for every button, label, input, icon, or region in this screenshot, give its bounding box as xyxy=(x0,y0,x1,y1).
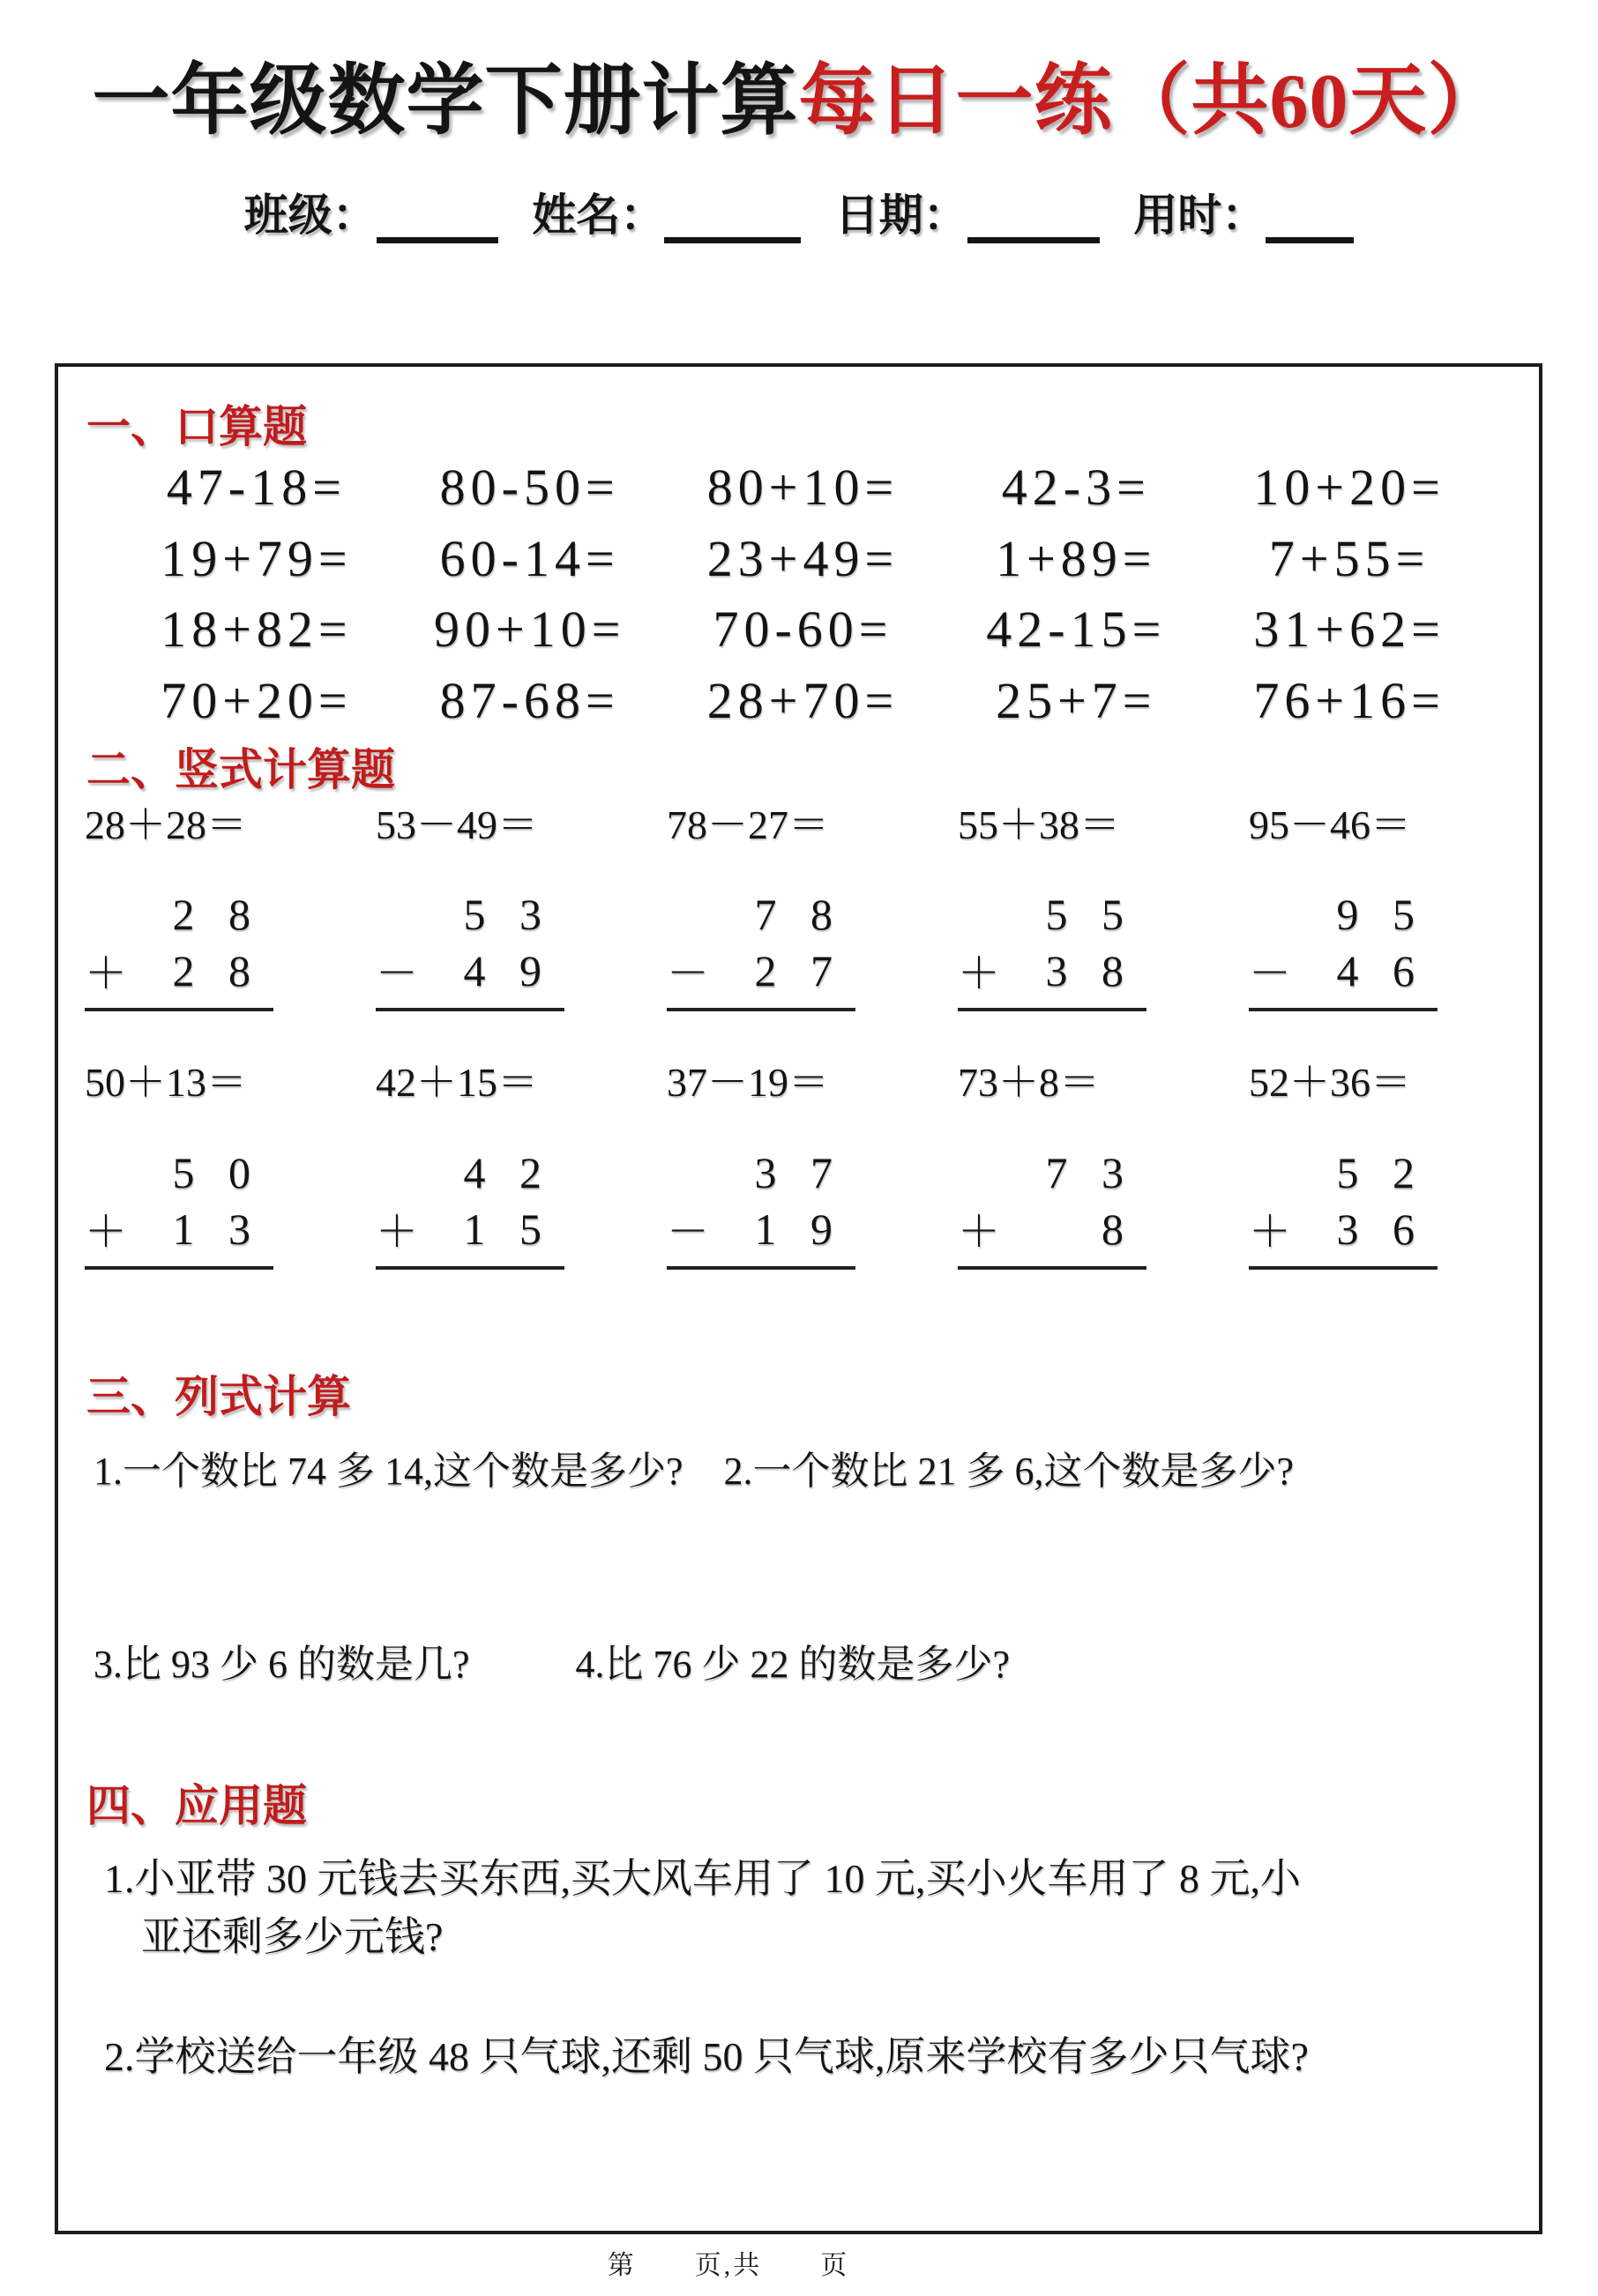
time-blank-line xyxy=(1266,193,1354,243)
vp-equation: 52＋36＝ xyxy=(1249,1060,1411,1106)
vp-answer-line xyxy=(1249,1008,1437,1011)
page-footer: 第 页,共 页 xyxy=(607,2251,850,2280)
time-field xyxy=(1133,180,1354,243)
section-heading-vertical: 二、竖式计算题 xyxy=(86,744,395,794)
vertical-problem xyxy=(1249,803,1437,1012)
worksheet-border-box xyxy=(55,363,1542,2234)
vp-answer-line xyxy=(667,1266,855,1270)
vertical-problem xyxy=(667,1061,855,1270)
oral-problem: 31+62= xyxy=(1253,600,1445,659)
vp-top-number: 5 0 xyxy=(172,1147,250,1197)
oral-problem: 80+10= xyxy=(706,458,900,516)
oral-problem: 87-68= xyxy=(439,672,620,730)
vp-bottom-number: 1 9 xyxy=(754,1204,833,1254)
page-title-red: 每日一练（共60天） xyxy=(798,59,1506,145)
vp-bottom-number: 1 5 xyxy=(463,1204,541,1254)
vp-operator: － xyxy=(376,950,419,998)
oral-problem: 23+49= xyxy=(706,529,900,587)
vp-answer-line xyxy=(85,1008,273,1011)
vp-answer-line xyxy=(1249,1266,1437,1270)
oral-problem: 90+10= xyxy=(433,600,626,659)
vp-operator: ＋ xyxy=(85,1208,128,1256)
oral-problem: 1+89= xyxy=(996,529,1157,587)
vertical-problem xyxy=(376,1061,564,1270)
vp-answer-line xyxy=(376,1008,564,1011)
vp-answer-line xyxy=(376,1266,564,1270)
vp-operator: ＋ xyxy=(1249,1208,1292,1256)
expression-problem-4: 4.比 76 少 22 的数是多少? xyxy=(575,1642,1011,1686)
oral-problem: 47-18= xyxy=(166,458,347,516)
vp-answer-line xyxy=(958,1266,1146,1270)
vertical-problem xyxy=(85,803,273,1012)
vp-top-number: 5 5 xyxy=(1045,890,1124,940)
vp-bottom-number: 8 xyxy=(1101,1204,1124,1254)
vp-equation: 55＋38＝ xyxy=(958,801,1120,847)
vp-operator: － xyxy=(667,1208,710,1256)
class-field xyxy=(244,180,511,243)
page-title-black: 一年级数学下册计算 xyxy=(92,59,799,145)
oral-problem: 60-14= xyxy=(439,529,620,587)
vp-top-number: 4 2 xyxy=(463,1147,541,1197)
vp-equation: 73＋8＝ xyxy=(958,1060,1100,1106)
vertical-problem xyxy=(85,1061,273,1270)
vertical-problem xyxy=(1249,1061,1437,1270)
class-label: 班级： xyxy=(243,190,377,240)
vp-answer-line xyxy=(667,1008,855,1011)
name-blank-line xyxy=(664,193,801,243)
oral-problem: 70+20= xyxy=(161,672,353,730)
vp-equation: 95－46＝ xyxy=(1249,801,1411,847)
class-blank-line xyxy=(377,193,498,243)
expression-problems-row-1 xyxy=(93,1439,1539,1495)
vp-equation: 37－19＝ xyxy=(667,1060,829,1106)
vp-top-number: 7 8 xyxy=(754,890,833,940)
vp-operator: ＋ xyxy=(958,1208,1001,1256)
vp-top-number: 3 7 xyxy=(754,1147,833,1197)
vp-answer-line xyxy=(85,1266,273,1270)
oral-problems-grid xyxy=(58,451,1539,731)
vertical-problem xyxy=(958,1061,1146,1270)
vp-bottom-number: 4 9 xyxy=(463,946,541,996)
word-problem-1-line-1: 1.小亚带 30 元钱去买东西,买大风车用了 10 元,买小火车用了 8 元,小 xyxy=(104,1855,1301,1901)
oral-problem: 42-3= xyxy=(1001,458,1151,516)
oral-problem: 80-50= xyxy=(439,458,620,516)
expression-problem-2: 2.一个数比 21 多 6,这个数是多少? xyxy=(723,1449,1295,1493)
vp-top-number: 5 3 xyxy=(463,890,541,940)
vp-equation: 42＋15＝ xyxy=(376,1060,538,1106)
oral-problem: 70-60= xyxy=(713,600,893,659)
vp-bottom-number: 3 6 xyxy=(1336,1204,1415,1254)
word-problem-2: 2.学校送给一年级 48 只气球,还剩 50 只气球,原来学校有多少只气球? xyxy=(104,2033,1309,2079)
oral-problem: 25+7= xyxy=(996,672,1157,730)
vp-answer-line xyxy=(958,1008,1146,1011)
expression-problems-row-2 xyxy=(93,1632,1539,1688)
vp-equation: 53－49＝ xyxy=(376,801,538,847)
expression-problem-1: 1.一个数比 74 多 14,这个数是多少? xyxy=(93,1449,683,1493)
oral-problem: 10+20= xyxy=(1253,458,1445,516)
vp-bottom-number: 2 7 xyxy=(754,946,833,996)
vp-equation: 78－27＝ xyxy=(667,801,829,847)
page-title xyxy=(0,39,1598,150)
section-heading-word-problems: 四、应用题 xyxy=(86,1780,307,1830)
vp-operator: ＋ xyxy=(376,1208,419,1256)
vp-operator: － xyxy=(1249,950,1292,998)
vp-equation: 28＋28＝ xyxy=(85,801,247,847)
vertical-problems-row-2 xyxy=(58,1011,1539,1270)
expression-problem-3: 3.比 93 少 6 的数是几? xyxy=(93,1642,470,1686)
vp-operator: － xyxy=(667,950,710,998)
time-label: 用时： xyxy=(1133,190,1266,240)
vertical-problem xyxy=(958,803,1146,1012)
date-blank-line xyxy=(967,193,1100,243)
vp-top-number: 5 2 xyxy=(1336,1147,1415,1197)
oral-problem: 76+16= xyxy=(1253,672,1445,730)
vp-operator: ＋ xyxy=(85,950,128,998)
oral-problem: 7+55= xyxy=(1268,529,1430,587)
date-field xyxy=(835,180,1112,243)
vp-bottom-number: 2 8 xyxy=(172,946,250,996)
vertical-problems-row-1 xyxy=(58,794,1539,1012)
vp-top-number: 2 8 xyxy=(172,890,250,940)
word-problem-1-line-2: 亚还剩多少元钱? xyxy=(141,1913,444,1959)
vp-bottom-number: 1 3 xyxy=(172,1204,250,1254)
vp-bottom-number: 3 8 xyxy=(1045,946,1124,996)
oral-problem: 19+79= xyxy=(161,529,353,587)
vp-operator: ＋ xyxy=(958,950,1001,998)
section-heading-expressions: 三、列式计算 xyxy=(86,1371,351,1421)
oral-problem: 18+82= xyxy=(161,600,353,659)
student-info-line xyxy=(0,180,1598,243)
oral-problem: 28+70= xyxy=(706,672,900,730)
word-problem-1 xyxy=(104,1850,1539,1966)
vp-equation: 50＋13＝ xyxy=(85,1060,247,1106)
oral-problem: 42-15= xyxy=(986,600,1167,659)
vertical-problem xyxy=(376,803,564,1012)
name-label: 姓名： xyxy=(532,190,665,240)
vp-top-number: 9 5 xyxy=(1336,890,1415,940)
date-label: 日期： xyxy=(834,190,967,240)
name-field xyxy=(532,180,813,243)
vp-bottom-number: 4 6 xyxy=(1336,946,1415,996)
vp-top-number: 7 3 xyxy=(1045,1147,1124,1197)
section-heading-oral: 一、口算题 xyxy=(86,402,307,451)
vertical-problem xyxy=(667,803,855,1012)
